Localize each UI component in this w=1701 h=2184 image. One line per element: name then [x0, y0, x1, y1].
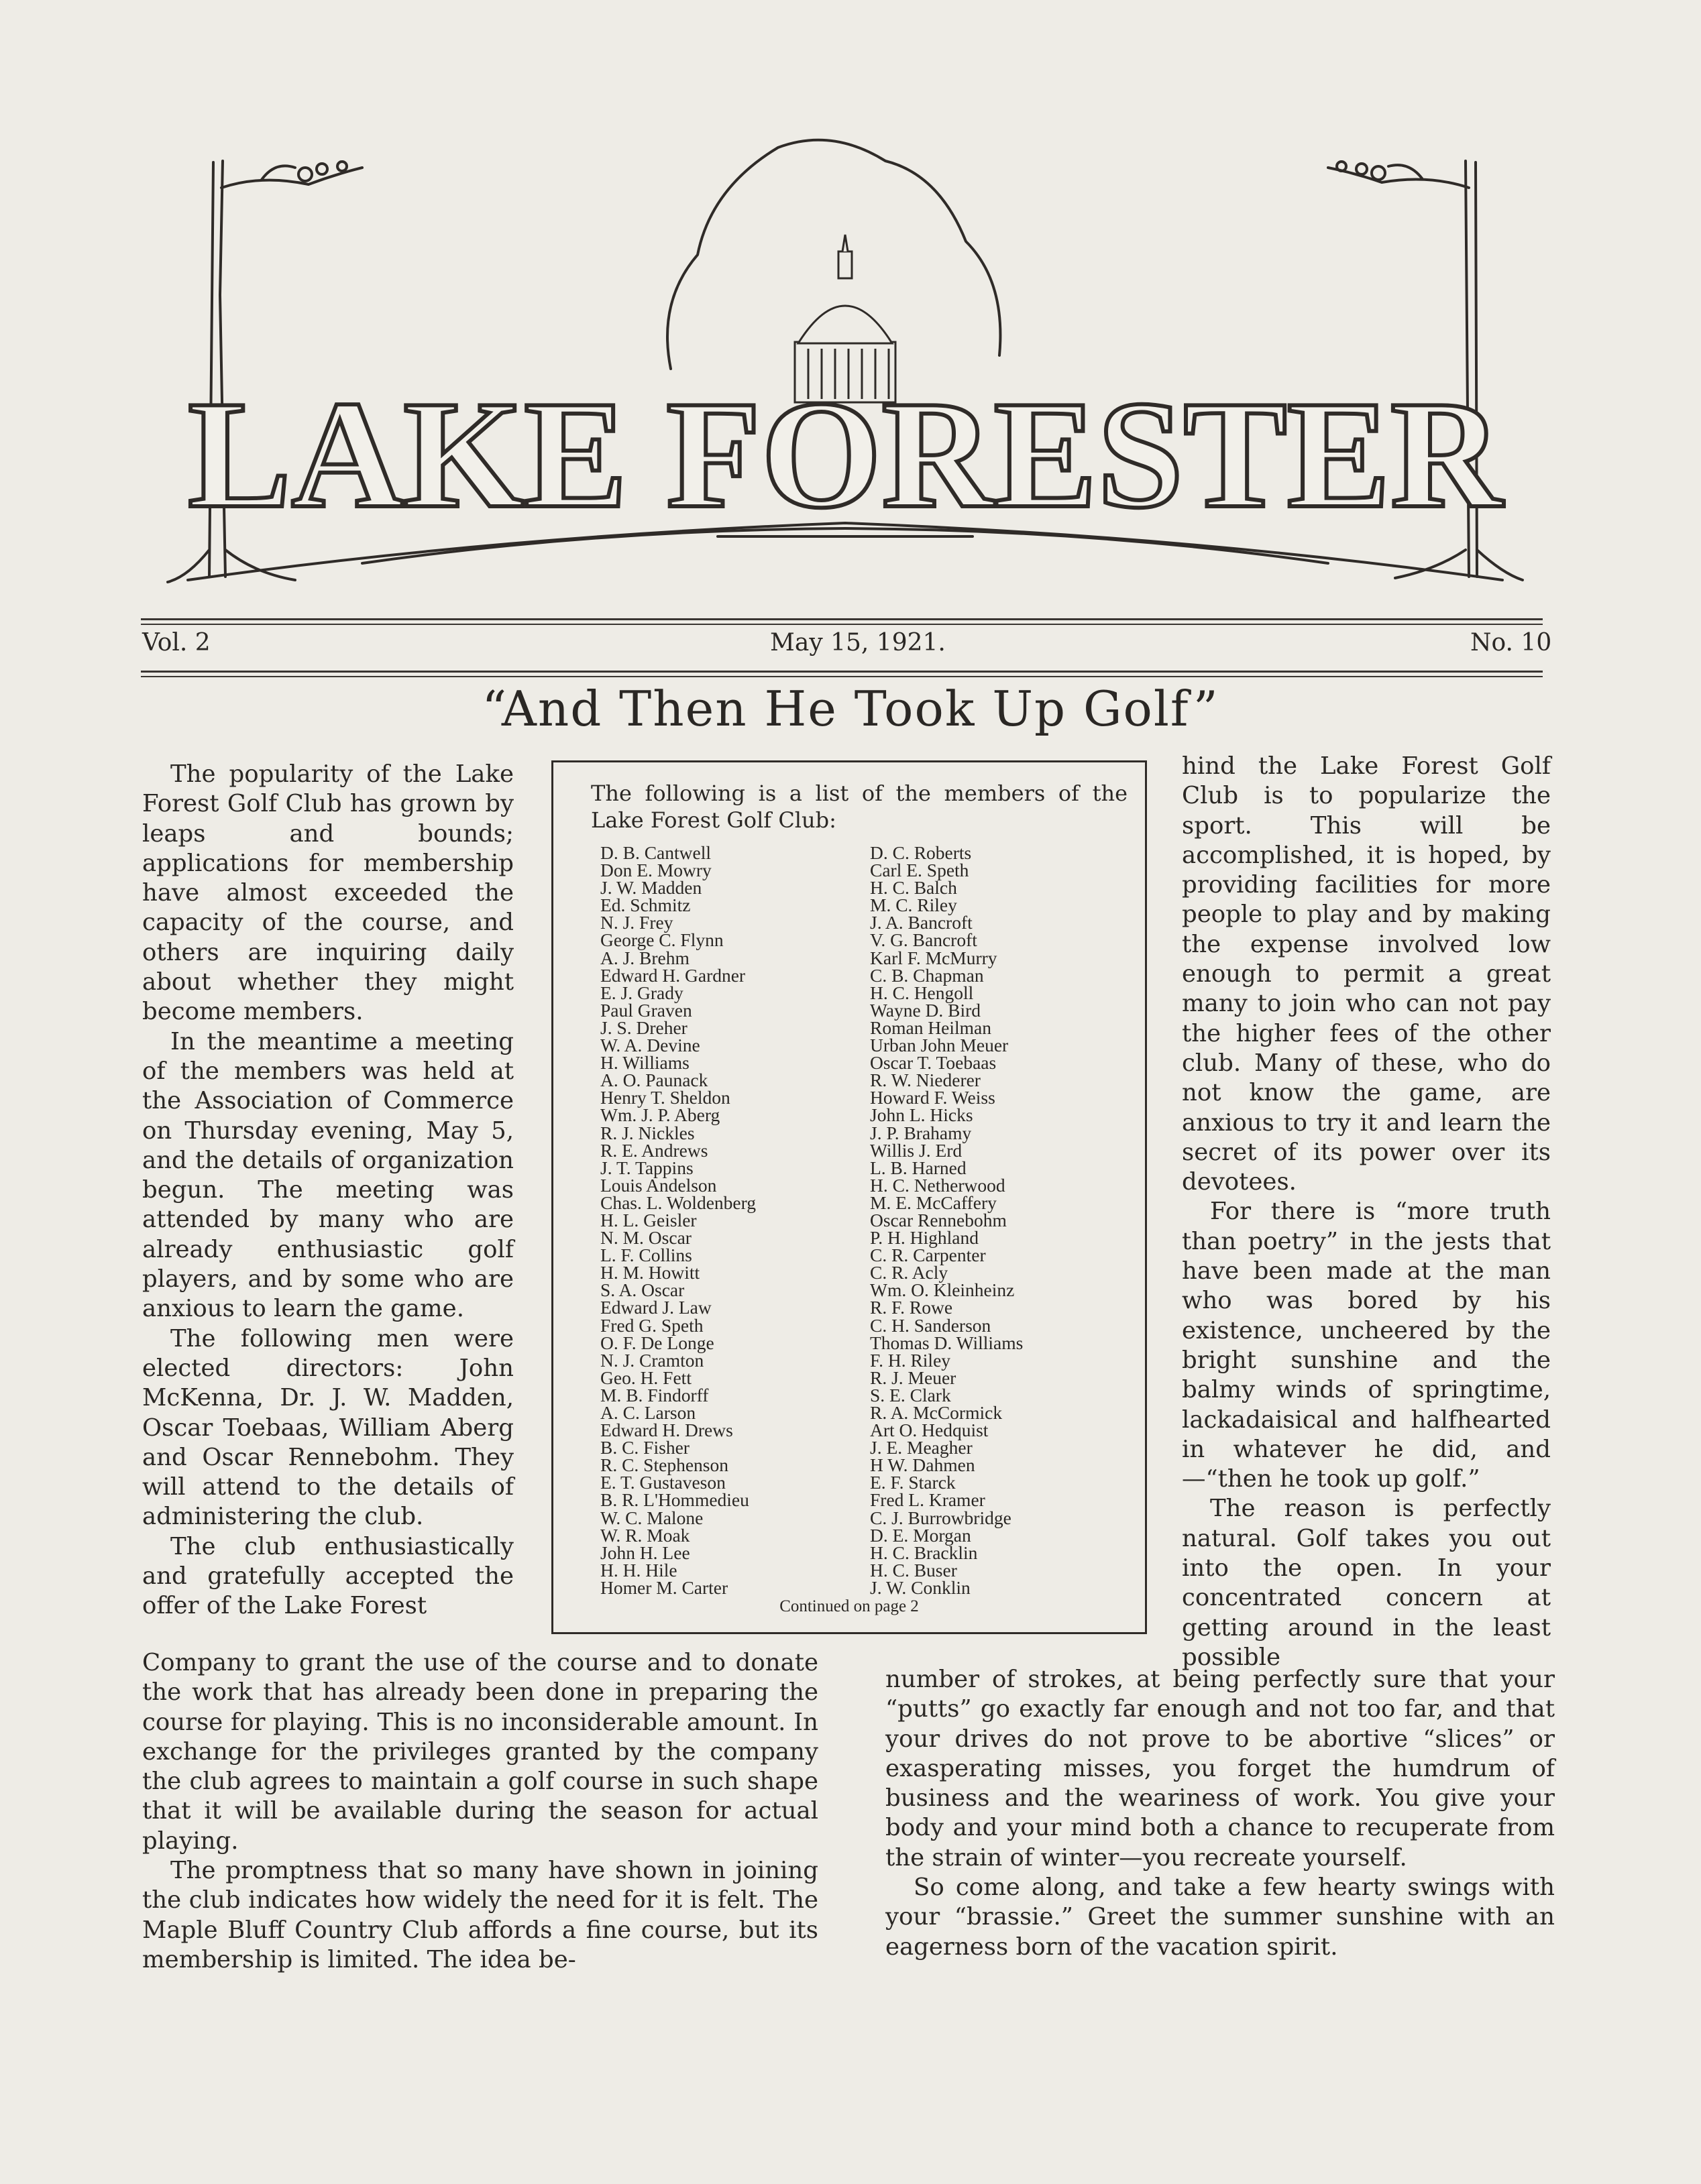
member-name: Thomas D. Williams: [870, 1332, 1024, 1353]
member-name: H. M. Howitt: [600, 1262, 700, 1283]
member-names-column-1: [600, 844, 756, 1597]
paragraph: The reason is perfectly natural. Golf takes you out into the open. In your concentrated concern at getting around in the least possible: [1182, 1495, 1551, 1671]
member-name: C. R. Acly: [870, 1262, 948, 1283]
paragraph: The following men were elected directors: John McKenna, Dr. J. W. Madden, Oscar Toebaas, William Aberg and Oscar Rennebohm. They will attend to the details of administering the club.: [142, 1324, 514, 1531]
member-name: W. R. Moak: [600, 1524, 690, 1546]
bottom-left-column: [142, 1648, 818, 1975]
member-name: George C. Flynn: [600, 929, 724, 951]
member-name: Edward H. Gardner: [600, 964, 746, 986]
member-name: Roman Heilman: [870, 1017, 992, 1038]
member-name: C. H. Sanderson: [870, 1314, 991, 1336]
paragraph: The popularity of the Lake Forest Golf Club has grown by leaps and bounds; applications for membership have almost exceeded the capacity of the course, and others are inquiring daily about whether they might become members.: [142, 760, 514, 1026]
member-name: Wm. J. P. Aberg: [600, 1104, 720, 1126]
masthead-illustration: [161, 134, 1529, 604]
paragraph: The promptness that so many have shown in joining the club indicates how widely the need for it is felt. The Maple Bluff Country Club affords a fine course, but its membership is limited. The idea be-: [142, 1857, 818, 1973]
member-name: A. O. Paunack: [600, 1070, 708, 1091]
member-name: F. H. Riley: [870, 1349, 951, 1371]
article-headline: “And Then He Took Up Golf”: [482, 681, 1219, 737]
member-name: J. S. Dreher: [600, 1017, 688, 1038]
member-name: A. J. Brehm: [600, 947, 690, 968]
member-name: Geo. H. Fett: [600, 1367, 692, 1388]
issue-number: No. 10: [1470, 629, 1552, 656]
member-names-column-2: [870, 844, 1023, 1597]
member-name: R. W. Niederer: [870, 1070, 981, 1091]
member-name: Chas. L. Woldenberg: [600, 1192, 757, 1213]
member-name: J. T. Tappins: [600, 1157, 694, 1178]
member-name: H. H. Hile: [600, 1559, 677, 1580]
member-name: B. C. Fisher: [600, 1437, 690, 1458]
paragraph: In the meantime a meeting of the members was held at the Association of Commerce on Thursday evening, May 5, and the details of organization begun. The meeting was attended by many who are already enthusiastic golf players, and by some who are anxious to learn the game.: [142, 1027, 514, 1323]
continued-note: Continued on page 2: [779, 1597, 919, 1615]
member-name: J. P. Brahamy: [870, 1122, 972, 1143]
member-name: Homer M. Carter: [600, 1576, 728, 1598]
member-name: Henry T. Sheldon: [600, 1087, 730, 1108]
member-name: L. F. Collins: [600, 1245, 692, 1266]
member-name: J. E. Meagher: [870, 1437, 973, 1458]
member-name: Fred G. Speth: [600, 1314, 704, 1336]
member-name: W. A. Devine: [600, 1035, 700, 1056]
member-name: H. L. Geisler: [600, 1209, 697, 1230]
member-name: Oscar T. Toebaas: [870, 1052, 997, 1074]
member-name: E. F. Starck: [870, 1472, 956, 1493]
member-name: John L. Hicks: [870, 1104, 973, 1126]
paragraph: So come along, and take a few hearty swings with your “brassie.” Greet the summer sunshine with an eagerness born of the vacation spirit.: [885, 1874, 1555, 1961]
top-rule: [141, 618, 1543, 620]
member-name: N. M. Oscar: [600, 1227, 692, 1249]
member-name: L. B. Harned: [870, 1157, 967, 1178]
member-name: Wm. O. Kleinheinz: [870, 1279, 1015, 1301]
member-name: E. T. Gustaveson: [600, 1472, 726, 1493]
member-name: O. F. De Longe: [600, 1332, 714, 1353]
member-name: H. C. Balch: [870, 877, 957, 899]
member-name: M. C. Riley: [870, 895, 957, 916]
member-list-box: [551, 760, 1147, 1634]
member-name: H. C. Netherwood: [870, 1174, 1005, 1196]
bottom-rule-thin: [141, 676, 1543, 677]
issue-date: May 15, 1921.: [770, 629, 946, 656]
paragraph: Company to grant the use of the course and to donate the work that has already been done in preparing the course for playing. This is no inconsiderable amount. In exchange for the privileges granted by the company the club agrees to maintain a golf course in such shape that it will be available during the season for actual playing.: [142, 1649, 818, 1855]
member-name: Don E. Mowry: [600, 860, 712, 881]
member-name: M. E. McCaffery: [870, 1192, 997, 1213]
member-name: D. C. Roberts: [870, 842, 972, 863]
member-name: D. E. Morgan: [870, 1524, 971, 1546]
member-name: H. C. Hengoll: [870, 982, 974, 1003]
member-name: R. C. Stephenson: [600, 1454, 728, 1476]
member-name: Howard F. Weiss: [870, 1087, 995, 1108]
paragraph: hind the Lake Forest Golf Club is to popularize the sport. This will be accomplished, it is hoped, by providing facilities for more people to play and by making the expense involved low enough to permit a great many to join who can not pay the higher fees of the other club. Many of these, who do not know the game, are anxious to try it and learn the secret of its power over its devotees.: [1182, 752, 1551, 1196]
top-rule-thin: [141, 624, 1543, 625]
member-name: R. J. Meuer: [870, 1367, 956, 1388]
left-column: [142, 760, 514, 1621]
masthead-title: LAKE FORESTER: [188, 369, 1504, 540]
paragraph: The club enthusiastically and gratefully accepted the offer of the Lake Forest: [142, 1532, 514, 1620]
member-list-intro: The following is a list of the members of the Lake Forest Golf Club:: [591, 781, 1128, 833]
member-name: Willis J. Erd: [870, 1139, 963, 1161]
member-name: J. A. Bancroft: [870, 912, 973, 933]
bottom-rule: [141, 671, 1543, 673]
paragraph: number of strokes, at being perfectly sure that your “putts” go exactly far enough and not too far, and that your drives do not prove to be abortive “slices” or exasperating misses, you forget the humdrum of business and the weariness of work. You give your body and your mind both a chance to recuperate from the strain of winter—you recreate yourself.: [885, 1666, 1555, 1872]
member-name: B. R. L'Hommedieu: [600, 1489, 749, 1511]
member-name: S. A. Oscar: [600, 1279, 685, 1301]
member-name: R. J. Nickles: [600, 1122, 695, 1143]
member-name: J. W. Conklin: [870, 1576, 971, 1598]
right-column: [1182, 752, 1551, 1672]
member-name: E. J. Grady: [600, 982, 683, 1003]
member-name: C. B. Chapman: [870, 964, 984, 986]
paragraph: For there is “more truth than poetry” in the jests that have been made at the man who was bored by his existence, uncheered by the bright sunshine and the balmy winds of springtime, lackadaisical and halfhearted in whatever he did, and—“then he took up golf.”: [1182, 1198, 1551, 1493]
member-name: C. R. Carpenter: [870, 1245, 986, 1266]
member-name: A. C. Larson: [600, 1402, 696, 1423]
member-name: Urban John Meuer: [870, 1035, 1009, 1056]
member-name: N. J. Frey: [600, 912, 673, 933]
member-name: Edward J. Law: [600, 1297, 712, 1318]
member-name: J. W. Madden: [600, 877, 702, 899]
member-name: Wayne D. Bird: [870, 999, 981, 1021]
member-name: Karl F. McMurry: [870, 947, 997, 968]
member-name: Ed. Schmitz: [600, 895, 691, 916]
member-name: M. B. Findorff: [600, 1384, 709, 1405]
member-name: S. E. Clark: [870, 1384, 951, 1405]
member-name: Art O. Hedquist: [870, 1420, 989, 1441]
member-name: Carl E. Speth: [870, 860, 969, 881]
volume-label: Vol. 2: [142, 629, 211, 656]
member-name: John H. Lee: [600, 1542, 690, 1563]
member-name: W. C. Malone: [600, 1507, 704, 1528]
member-name: R. E. Andrews: [600, 1139, 708, 1161]
member-name: H. C. Buser: [870, 1559, 957, 1580]
member-name: R. A. McCormick: [870, 1402, 1003, 1423]
member-name: H W. Dahmen: [870, 1454, 975, 1476]
member-name: Fred L. Kramer: [870, 1489, 985, 1511]
member-name: Paul Graven: [600, 999, 692, 1021]
member-name: P. H. Highland: [870, 1227, 979, 1249]
member-name: V. G. Bancroft: [870, 929, 977, 951]
member-name: Oscar Rennebohm: [870, 1209, 1007, 1230]
member-name: N. J. Cramton: [600, 1349, 704, 1371]
member-name: Louis Andelson: [600, 1174, 717, 1196]
member-name: H. Williams: [600, 1052, 690, 1074]
member-name: Edward H. Drews: [600, 1420, 733, 1441]
member-name: H. C. Bracklin: [870, 1542, 978, 1563]
member-name: R. F. Rowe: [870, 1297, 953, 1318]
bottom-right-column: [885, 1665, 1555, 1962]
member-name: D. B. Cantwell: [600, 842, 711, 863]
member-name: C. J. Burrowbridge: [870, 1507, 1011, 1528]
